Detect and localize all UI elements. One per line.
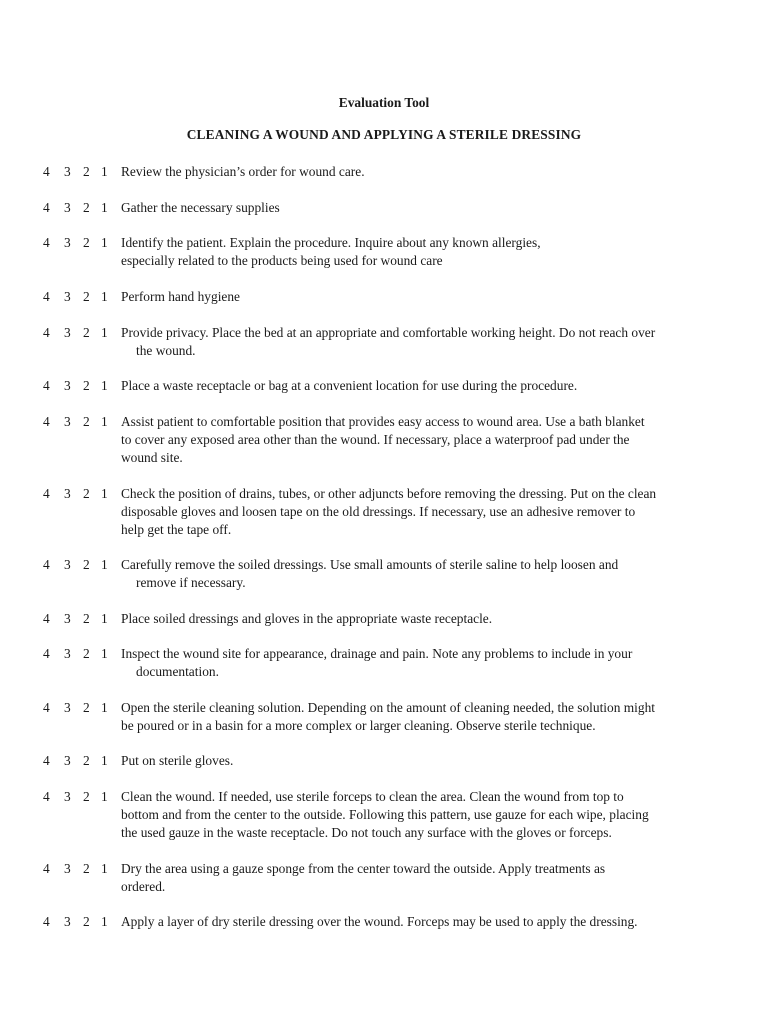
rating-option-4: 4 xyxy=(43,289,50,304)
rating-option-2: 2 xyxy=(83,557,90,572)
checklist-item-line: Put on sterile gloves. xyxy=(121,753,234,768)
checklist-item-line: Apply a layer of dry sterile dressing over the wound. Forceps may be used to apply the dressing. xyxy=(121,914,638,929)
rating-option-4: 4 xyxy=(43,557,50,572)
checklist-item-text xyxy=(121,288,733,306)
rating-option-4: 4 xyxy=(43,164,50,179)
checklist-item-line: be poured or in a basin for a more complex or larger cleaning. Observe sterile technique. xyxy=(121,718,596,733)
checklist-item-text xyxy=(121,860,733,896)
rating-option-2: 2 xyxy=(83,861,90,876)
rating-option-3: 3 xyxy=(64,325,71,340)
checklist-item-text xyxy=(121,377,733,395)
rating-option-3: 3 xyxy=(64,486,71,501)
rating-option-2: 2 xyxy=(83,611,90,626)
checklist-item-line: Assist patient to comfortable position that provides easy access to wound area. Use a bath blanket xyxy=(121,414,645,429)
rating-option-1: 1 xyxy=(101,753,108,768)
rating-option-3: 3 xyxy=(64,164,71,179)
checklist-item-text xyxy=(121,199,733,217)
checklist-item-line: Place a waste receptacle or bag at a convenient location for use during the procedure. xyxy=(121,378,578,393)
rating-option-2: 2 xyxy=(83,700,90,715)
rating-option-1: 1 xyxy=(101,789,108,804)
rating-option-3: 3 xyxy=(64,646,71,661)
checklist-item-line: the used gauze in the waste receptacle. Do not touch any surface with the gloves or forceps. xyxy=(121,825,612,840)
checklist-item-line: Place soiled dressings and gloves in the appropriate waste receptacle. xyxy=(121,611,493,626)
rating-option-1: 1 xyxy=(101,611,108,626)
rating-option-4: 4 xyxy=(43,235,50,250)
rating-option-3: 3 xyxy=(64,611,71,626)
rating-option-4: 4 xyxy=(43,861,50,876)
rating-option-3: 3 xyxy=(64,378,71,393)
document-title: Evaluation Tool xyxy=(338,95,430,110)
rating-option-4: 4 xyxy=(43,378,50,393)
checklist-item-line: Clean the wound. If needed, use sterile forceps to clean the area. Clean the wound from top to xyxy=(121,789,624,804)
checklist-item-line: documentation. xyxy=(136,664,219,679)
rating-option-1: 1 xyxy=(101,914,108,929)
rating-option-2: 2 xyxy=(83,200,90,215)
rating-option-1: 1 xyxy=(101,235,108,250)
checklist-item-line: remove if necessary. xyxy=(136,575,246,590)
checklist-item-text xyxy=(121,556,733,592)
rating-option-4: 4 xyxy=(43,200,50,215)
rating-option-4: 4 xyxy=(43,753,50,768)
rating-option-2: 2 xyxy=(83,646,90,661)
checklist-item-text xyxy=(121,699,733,735)
checklist-item-text xyxy=(121,234,733,270)
rating-option-4: 4 xyxy=(43,646,50,661)
checklist-item-line: ordered. xyxy=(121,879,166,894)
rating-option-1: 1 xyxy=(101,646,108,661)
rating-option-4: 4 xyxy=(43,789,50,804)
checklist-item-line: help get the tape off. xyxy=(121,522,232,537)
rating-option-3: 3 xyxy=(64,789,71,804)
rating-option-3: 3 xyxy=(64,861,71,876)
rating-option-1: 1 xyxy=(101,700,108,715)
rating-option-4: 4 xyxy=(43,611,50,626)
rating-option-2: 2 xyxy=(83,789,90,804)
checklist-item-line: Review the physician’s order for wound care. xyxy=(121,164,365,179)
checklist-item-text xyxy=(121,645,733,681)
rating-option-2: 2 xyxy=(83,325,90,340)
checklist-item-line: Open the sterile cleaning solution. Depending on the amount of cleaning needed, the solution might xyxy=(121,700,656,715)
checklist-item-line: Carefully remove the soiled dressings. Use small amounts of sterile saline to help loosen and xyxy=(121,557,619,572)
rating-option-3: 3 xyxy=(64,753,71,768)
rating-option-3: 3 xyxy=(64,414,71,429)
rating-option-1: 1 xyxy=(101,414,108,429)
rating-option-3: 3 xyxy=(64,914,71,929)
checklist-item-line: Gather the necessary supplies xyxy=(121,200,280,215)
checklist-item-line: to cover any exposed area other than the wound. If necessary, place a waterproof pad under the xyxy=(121,432,630,447)
rating-option-3: 3 xyxy=(64,235,71,250)
rating-option-2: 2 xyxy=(83,914,90,929)
checklist-item-text xyxy=(121,163,733,181)
rating-option-2: 2 xyxy=(83,164,90,179)
checklist-item-text xyxy=(121,788,733,842)
checklist-item-text xyxy=(121,610,733,628)
rating-option-4: 4 xyxy=(43,325,50,340)
rating-option-1: 1 xyxy=(101,378,108,393)
rating-option-1: 1 xyxy=(101,861,108,876)
checklist-item-text xyxy=(121,485,733,539)
rating-option-3: 3 xyxy=(64,557,71,572)
checklist-item-line: wound site. xyxy=(121,450,183,465)
checklist-item-line: Check the position of drains, tubes, or other adjuncts before removing the dressing. Put on the clean xyxy=(121,486,657,501)
rating-option-1: 1 xyxy=(101,164,108,179)
rating-option-2: 2 xyxy=(83,486,90,501)
checklist-item-line: the wound. xyxy=(136,343,196,358)
rating-option-1: 1 xyxy=(101,289,108,304)
checklist-item-line: Dry the area using a gauze sponge from the center toward the outside. Apply treatments as xyxy=(121,861,606,876)
rating-option-1: 1 xyxy=(101,200,108,215)
checklist-item-text xyxy=(121,913,733,931)
rating-option-2: 2 xyxy=(83,414,90,429)
rating-option-1: 1 xyxy=(101,557,108,572)
checklist-item-line: disposable gloves and loosen tape on the old dressings. If necessary, use an adhesive remover to xyxy=(121,504,636,519)
rating-option-3: 3 xyxy=(64,200,71,215)
checklist-item-line: Perform hand hygiene xyxy=(121,289,240,304)
rating-option-1: 1 xyxy=(101,486,108,501)
checklist-item-line: Inspect the wound site for appearance, drainage and pain. Note any problems to include in your xyxy=(121,646,633,661)
document-subtitle: CLEANING A WOUND AND APPLYING A STERILE DRESSING xyxy=(186,127,582,142)
rating-option-4: 4 xyxy=(43,914,50,929)
rating-option-4: 4 xyxy=(43,486,50,501)
checklist-item-text xyxy=(121,324,733,360)
rating-option-4: 4 xyxy=(43,700,50,715)
checklist-item-text xyxy=(121,752,733,770)
checklist-item-line: Provide privacy. Place the bed at an appropriate and comfortable working height. Do not reach over xyxy=(121,325,656,340)
rating-option-2: 2 xyxy=(83,753,90,768)
checklist-item-line: Identify the patient. Explain the procedure. Inquire about any known allergies, xyxy=(121,235,541,250)
checklist-item-text xyxy=(121,413,733,467)
rating-option-2: 2 xyxy=(83,378,90,393)
rating-option-2: 2 xyxy=(83,235,90,250)
checklist-item-line: bottom and from the center to the outside. Following this pattern, use gauze for each wipe, placing xyxy=(121,807,649,822)
rating-option-1: 1 xyxy=(101,325,108,340)
rating-option-2: 2 xyxy=(83,289,90,304)
rating-option-3: 3 xyxy=(64,700,71,715)
checklist-item-line: especially related to the products being used for wound care xyxy=(121,253,443,268)
rating-option-4: 4 xyxy=(43,414,50,429)
rating-option-3: 3 xyxy=(64,289,71,304)
